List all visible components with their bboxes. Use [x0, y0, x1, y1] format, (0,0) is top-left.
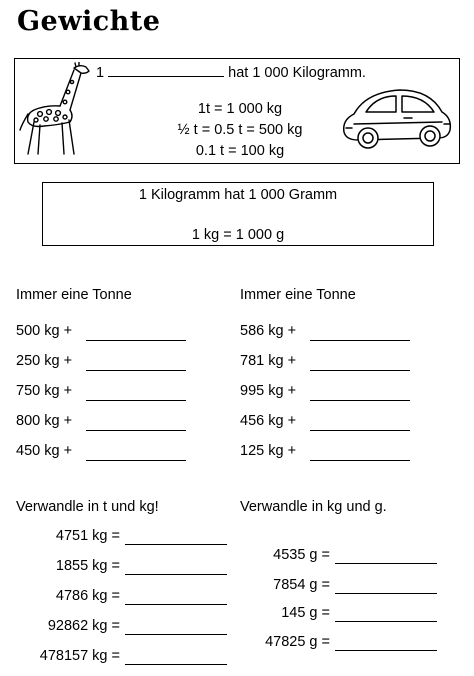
list-item: 250 kg +: [16, 353, 73, 369]
answer-blank[interactable]: [335, 650, 437, 651]
answer-blank[interactable]: [125, 604, 227, 605]
list-item: 500 kg +: [16, 323, 73, 339]
list-item: 781 kg +: [240, 353, 297, 369]
convert-heading-left: Verwandle in t und kg!: [16, 499, 159, 515]
answer-blank[interactable]: [310, 430, 410, 431]
answer-blank[interactable]: [86, 400, 186, 401]
list-item: 4535 g =: [273, 547, 330, 563]
car-icon: [338, 84, 456, 156]
list-item: 92862 kg =: [47, 618, 120, 634]
list-item: 1855 kg =: [55, 558, 120, 574]
list-item: 750 kg +: [16, 383, 73, 399]
answer-blank[interactable]: [86, 340, 186, 341]
answer-blank[interactable]: [310, 340, 410, 341]
giraffe-icon: [16, 62, 96, 162]
section-heading-left: Immer eine Tonne: [16, 287, 132, 303]
answer-blank[interactable]: [310, 370, 410, 371]
ton-sentence-prefix: 1: [96, 65, 105, 81]
list-item: 450 kg +: [16, 443, 73, 459]
answer-blank[interactable]: [310, 400, 410, 401]
answer-blank[interactable]: [86, 370, 186, 371]
list-item: 4786 kg =: [55, 588, 120, 604]
list-item: 800 kg +: [16, 413, 73, 429]
ton-sentence-suffix: hat 1 000 Kilogramm.: [228, 65, 366, 81]
answer-blank[interactable]: [125, 544, 227, 545]
list-item: 4751 kg =: [55, 528, 120, 544]
list-item: 478157 kg =: [39, 648, 120, 664]
answer-blank[interactable]: [125, 634, 227, 635]
convert-heading-right: Verwandle in kg und g.: [240, 499, 387, 515]
page-title: Gewichte: [17, 6, 161, 37]
answer-blank[interactable]: [125, 664, 227, 665]
eq-half-ton: ½ t = 0.5 t = 500 kg: [177, 122, 303, 138]
list-item: 586 kg +: [240, 323, 297, 339]
ton-answer-blank[interactable]: [108, 64, 224, 77]
eq-ton: 1t = 1 000 kg: [197, 101, 283, 117]
list-item: 995 kg +: [240, 383, 297, 399]
ton-sentence: [96, 64, 366, 81]
list-item: 456 kg +: [240, 413, 297, 429]
kilogram-sentence: 1 Kilogramm hat 1 000 Gramm: [138, 187, 338, 203]
list-item: 47825 g =: [265, 634, 330, 650]
answer-blank[interactable]: [86, 430, 186, 431]
kilogram-equation: 1 kg = 1 000 g: [191, 227, 285, 243]
answer-blank[interactable]: [125, 574, 227, 575]
list-item: 7854 g =: [273, 577, 330, 593]
section-heading-right: Immer eine Tonne: [240, 287, 356, 303]
answer-blank[interactable]: [86, 460, 186, 461]
eq-tenth-ton: 0.1 t = 100 kg: [195, 143, 285, 159]
answer-blank[interactable]: [335, 563, 437, 564]
answer-blank[interactable]: [310, 460, 410, 461]
list-item: 125 kg +: [240, 443, 297, 459]
list-item: 145 g =: [281, 605, 330, 621]
answer-blank[interactable]: [335, 593, 437, 594]
answer-blank[interactable]: [335, 621, 437, 622]
